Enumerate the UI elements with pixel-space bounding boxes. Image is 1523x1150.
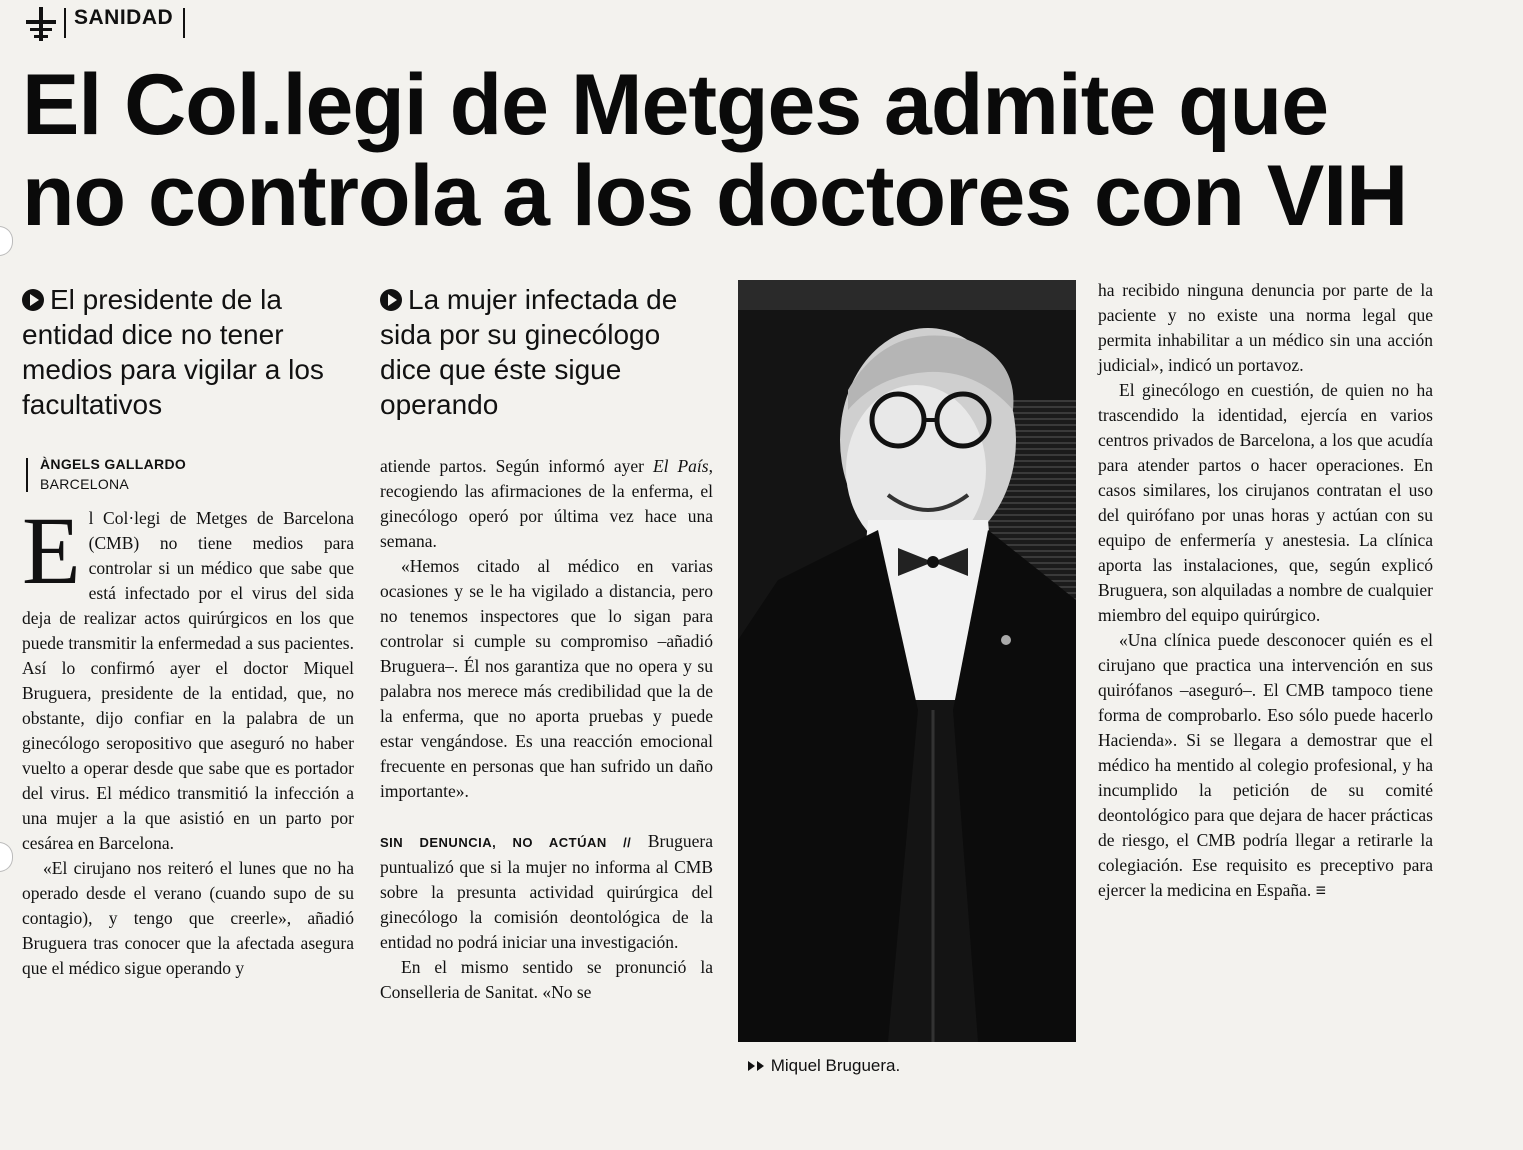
paragraph: [380, 454, 713, 554]
paragraph-text: Bruguera puntualizó que si la mujer no informa al CMB sobre la presunta actividad quirúrgica del ginecólogo la comisión deontológica de la entidad no podrá iniciar una investigación.: [380, 831, 713, 952]
paragraph-text: «Una clínica puede desconocer quién es el cirujano que practica una intervención en sus quirófanos –aseguró–. El CMB tampoco tiene forma de comprobarlo. Eso sólo puede hacerlo Hacienda». Si se llegara a demostrar que el médico ha mentido al colegio profesional, y ha incumplido la petición de su comité deontológico para que dejara de hacer prácticas de riesgo, el CMB podría llegar a retirarle la colegiación. Ese requisito es preceptivo para ejercer la medicina en España.: [1098, 630, 1433, 900]
paragraph: [22, 497, 354, 856]
play-bullet-icon: [22, 289, 44, 311]
headline-line-1: El Col.legi de Metges admite que: [22, 57, 1329, 153]
subheadline-text: El presidente de la entidad dice no tener medios para vigilar a los facultativos: [22, 284, 324, 420]
portrait-photo: [738, 280, 1076, 1042]
caption-arrow-icon: [757, 1061, 764, 1071]
punch-hole: [0, 226, 13, 256]
paragraph: «El cirujano nos reiteró el lunes que no ha operado desde el verano (cuando supo de su contagio), y tengo que creerle», añadió Bruguera tras conocer que la afectada asegura que el médico sigue operando y: [22, 858, 354, 978]
paragraph-text: l Col·legi de Metges de Barcelona (CMB) no tiene medios para controlar si un médico que sabe que está infectado por el virus del sida deja de realizar actos quirúrgicos en los que puede transmitir la enfermedad a sus pacientes. Así lo confirmó ayer el doctor Miquel Bruguera, presidente de la entidad, que, no obstante, dijo confiar en la palabra de un ginecólogo seropositivo que aseguró no haber vuelto a operar desde que sabe que es portador del virus. El médico transmitió la infección a una mujer a la que asistió en un parto por cesárea en Barcelona.: [22, 508, 354, 853]
play-bullet-icon: [380, 289, 402, 311]
subhead-runin: SIN DENUNCIA, NO ACTÚAN //: [380, 835, 632, 850]
byline-divider: [26, 458, 28, 492]
portrait-illustration: [738, 280, 1076, 1042]
article-column-3: [1098, 278, 1433, 903]
article-column-1: [22, 497, 354, 981]
paragraph: El ginecólogo en cuestión, de quien no ha trascendido la identidad, ejercía en varios centros privados de Barcelona, a los que acudía para atender partos o hacer operaciones. En casos similares, los cirujanos contratan el uso del quirófano por unas horas y actúan con su equipo de enfermería y anestesia. La clínica aporta las instalaciones, que, según explicó Bruguera, son alquiladas a nombre de cualquier miembro del equipo quirúrgico.: [1098, 380, 1433, 625]
subheadline-2: [380, 282, 710, 422]
paragraph: «Hemos citado al médico en varias ocasiones y se le ha vigilado a distancia, pero no tenemos inspectores que lo sigan para controlar si cumple su compromiso –añadió Bruguera–. Él nos garantiza que no opera y su palabra nos merece más credibilidad que la de la enferma, que no aporta pruebas y puede estar vengándose. Es una reacción emocional frecuente en personas que han sufrido un daño importante».: [380, 556, 713, 801]
punch-hole: [0, 842, 13, 872]
section-divider: [64, 8, 66, 38]
end-mark: ≡: [1315, 880, 1326, 900]
paragraph: [1098, 628, 1433, 903]
section-logo-icon: [24, 6, 58, 42]
paragraph: [380, 829, 713, 955]
photo-caption: [748, 1056, 900, 1076]
paragraph-text: , recogiendo las afirmaciones de la enferma, el ginecólogo operó por última vez hace una semana.: [380, 456, 713, 551]
byline-author: ÀNGELS GALLARDO: [40, 456, 187, 472]
publication-name: El País: [652, 456, 709, 476]
caption-arrow-icon: [748, 1061, 755, 1071]
paragraph-text: atiende partos. Según informó ayer: [380, 456, 653, 476]
headline: [22, 57, 1462, 244]
section-divider: [183, 8, 185, 38]
subheadline-text: La mujer infectada de sida por su ginecólogo dice que éste sigue operando: [380, 284, 678, 420]
byline-place: BARCELONA: [40, 476, 130, 492]
section-label: SANIDAD: [74, 6, 174, 29]
article-column-2: [380, 454, 713, 1005]
subheadline-1: [22, 282, 352, 422]
paragraph: ha recibido ninguna denuncia por parte de la paciente y no existe una norma legal que permita inhabilitar a un médico sin una acción judicial», indicó un portavoz.: [1098, 280, 1433, 375]
caption-text: Miquel Bruguera.: [770, 1056, 901, 1075]
paragraph: En el mismo sentido se pronunció la Conselleria de Sanitat. «No se: [380, 957, 713, 1002]
dropcap: E: [22, 497, 81, 604]
headline-line-2: no controla a los doctores con VIH: [22, 148, 1408, 244]
